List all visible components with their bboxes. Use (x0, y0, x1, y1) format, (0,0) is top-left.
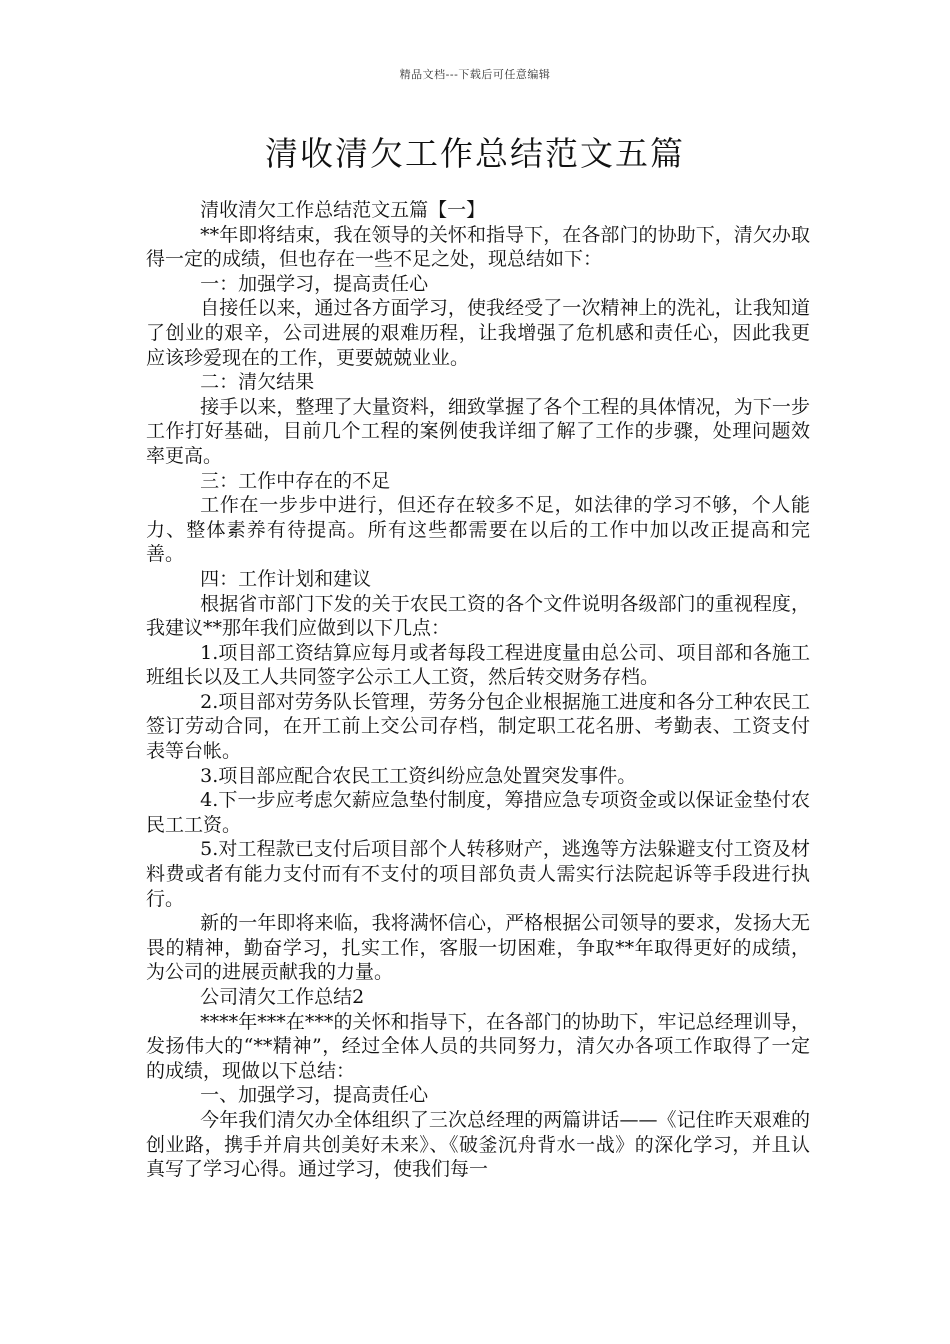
list-item: 1.项目部工资结算应每月或者每段工程进度量由总公司、项目部和各施工班组长以及工人共同签字公示工人工资，然后转交财务存档。 (146, 641, 810, 689)
subheading: 一：加强学习，提高责任心 (200, 272, 429, 295)
paragraph: 接手以来，整理了大量资料，细致掌握了各个工程的具体情况，为下一步工作打好基础，目前几个工程的案例使我详细了解了工作的步骤，处理问题效率更高。 (146, 395, 810, 467)
list-item: 4.下一步应考虑欠薪应急垫付制度，筹措应急专项资金或以保证金垫付农民工工资。 (146, 789, 810, 836)
section-heading: 公司清欠工作总结2 (200, 986, 365, 1008)
paragraph: 今年我们清欠办全体组织了三次总经理的两篇讲话——《记住昨天艰难的创业路，携手并肩共创美好未来》、《破釜沉舟背水一战》的深化学习，并且认真写了学习心得。通过学习，使我们每一 (146, 1108, 810, 1181)
paragraph: **年即将结束，我在领导的关怀和指导下，在各部门的协助下，清欠办取得一定的成绩，但也存在一些不足之处，现总结如下： (146, 223, 810, 271)
paragraph: 工作在一步步中进行，但还存在较多不足，如法律的学习不够，个人能力、整体素养有待提高。所有这些都需要在以后的工作中加以改正提高和完善。 (146, 494, 810, 566)
paragraph: ****年***在***的关怀和指导下，在各部门的协助下，牢记总经理训导，发扬伟大的“**精神”，经过全体人员的共同努力，清欠办各项工作取得了一定的成绩，现做以下总结： (146, 1010, 810, 1082)
list-item: 5.对工程款已支付后项目部个人转移财产，逃逸等方法躲避支付工资及材料费或者有能力支付而有不支付的项目部负责人需实行法院起诉等手段进行执行。 (146, 838, 810, 910)
subheading: 三：工作中存在的不足 (200, 469, 391, 492)
subheading: 二：清欠结果 (200, 371, 315, 394)
list-item: 2.项目部对劳务队长管理，劳务分包企业根据施工进度和各分工种农民工签订劳动合同，在开工前上交公司存档，制定职工花名册、考勤表、工资支付表等台帐。 (146, 690, 810, 763)
document-body (146, 198, 810, 1182)
list-item: 3.项目部应配合农民工工资纠纷应急处置突发事件。 (200, 764, 637, 787)
paragraph: 新的一年即将来临，我将满怀信心，严格根据公司领导的要求，发扬大无畏的精神，勤奋学习，扎实工作，客服一切困难，争取**年取得更好的成绩，为公司的进展贡献我的力量。 (146, 912, 810, 984)
section-heading: 清收清欠工作总结范文五篇【一】 (200, 199, 486, 221)
subheading: 四：工作计划和建议 (200, 567, 372, 590)
page-title: 清收清欠工作总结范文五篇 (265, 134, 685, 173)
paragraph: 根据省市部门下发的关于农民工资的各个文件说明各级部门的重视程度，我建议**那年我们应做到以下几点： (146, 592, 810, 640)
paragraph: 自接任以来，通过各方面学习，使我经受了一次精神上的洗礼，让我知道了创业的艰辛，公司进展的艰难历程，让我增强了危机感和责任心，因此我更应该珍爱现在的工作，更要兢兢业业。 (146, 297, 810, 369)
subheading: 一、加强学习，提高责任心 (200, 1084, 429, 1107)
page-header: 精品文档---下载后可任意编辑 (399, 68, 551, 81)
